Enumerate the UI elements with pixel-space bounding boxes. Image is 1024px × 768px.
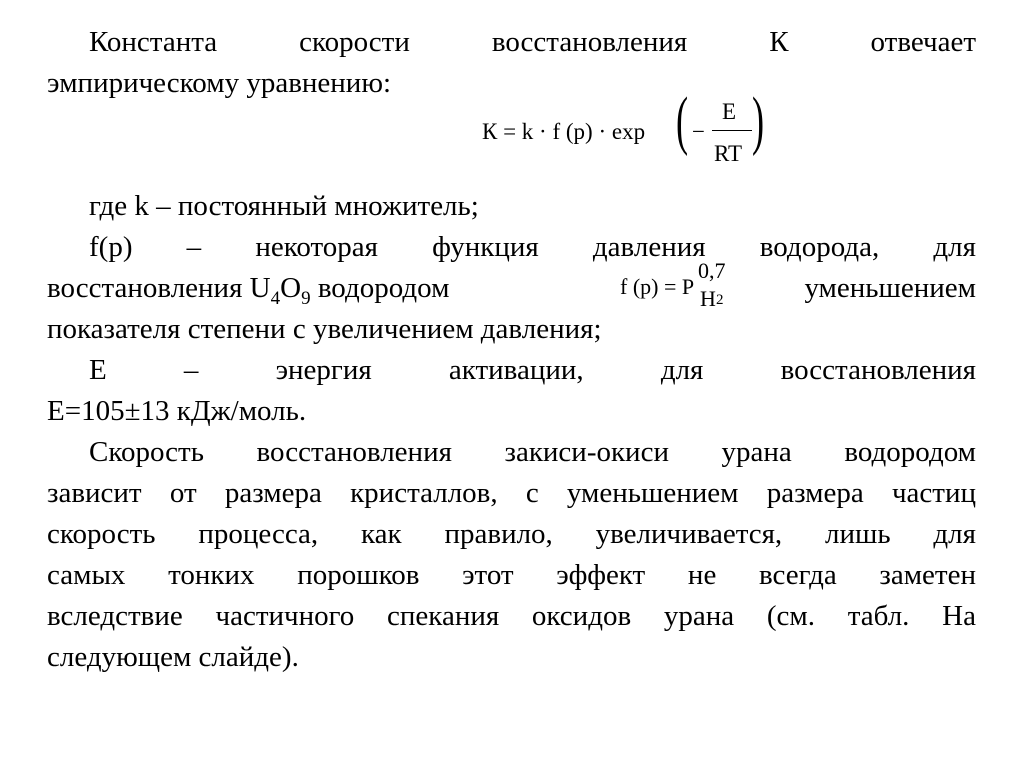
p5-line5: вследствие частичного спекания оксидов урана (см. табл. На [47,600,976,632]
paragraph-fp [47,227,976,268]
p4-line1: E – энергия активации, для восстановления [89,354,976,386]
p3-sub-9: 9 [301,288,311,309]
paragraph-rate-line3 [47,514,976,555]
eq1-denominator: RT [714,141,743,166]
p5-line1: Скорость восстановления закиси-окиси урана водородом [89,436,976,468]
eq2-lhs: f (p) = P [620,274,695,299]
p3-line2-a: восстановления U [47,272,271,304]
paragraph-rate-constant [47,22,976,63]
p3-sub-4: 4 [270,288,281,309]
eq1-numerator: E [722,99,737,124]
eq1-right-paren: ) [752,84,765,157]
paragraph-activation-energy-cont [47,391,976,432]
p1-line2: эмпирическому уравнению: [47,67,392,99]
paragraph-rate-line6 [47,637,976,678]
eq1-left-paren: ( [676,84,689,157]
p3-line2-b: водородом [310,272,450,304]
paragraph-rate-constant-cont [47,63,976,104]
p5-line2: зависит от размера кристаллов, с уменьшением размера частиц [47,477,976,509]
p1-line1: Константа скорости восстановления К отвечает [89,26,976,58]
p5-line4: самых тонких порошков этот эффект не всегда заметен [47,559,976,591]
eq1-lhs: К = k · f (p) · exp [482,119,646,144]
paragraph-rate-line5 [47,596,976,637]
eq2-exponent: 0,7 [698,258,726,283]
paragraph-rate-line4 [47,555,976,596]
p5-line3: скорость процесса, как правило, увеличивается, лишь для [47,518,976,550]
paragraph-rate-line2 [47,473,976,514]
eq1-minus: − [692,119,705,144]
p3-o: O [280,272,302,304]
eq2-subscript-h: H [700,286,716,311]
p3-line2-c: уменьшением [804,272,976,304]
eq2-subscript-2: 2 [716,292,724,308]
paragraph-where-k [47,186,976,227]
paragraph-activation-energy [47,350,976,391]
p4-line2: E=105±13 кДж/моль. [47,395,307,427]
p2-text: где k – постоянный множитель; [89,190,479,222]
eq1-fraction-bar [712,130,752,131]
p5-line6: следующем слайде). [47,641,299,673]
p3-line3: показателя степени с увеличением давления; [47,313,602,345]
paragraph-fp-line3 [47,309,976,350]
paragraph-rate-line1 [47,432,976,473]
p3-line1: f(p) – некоторая функция давления водорода, для [89,231,976,263]
